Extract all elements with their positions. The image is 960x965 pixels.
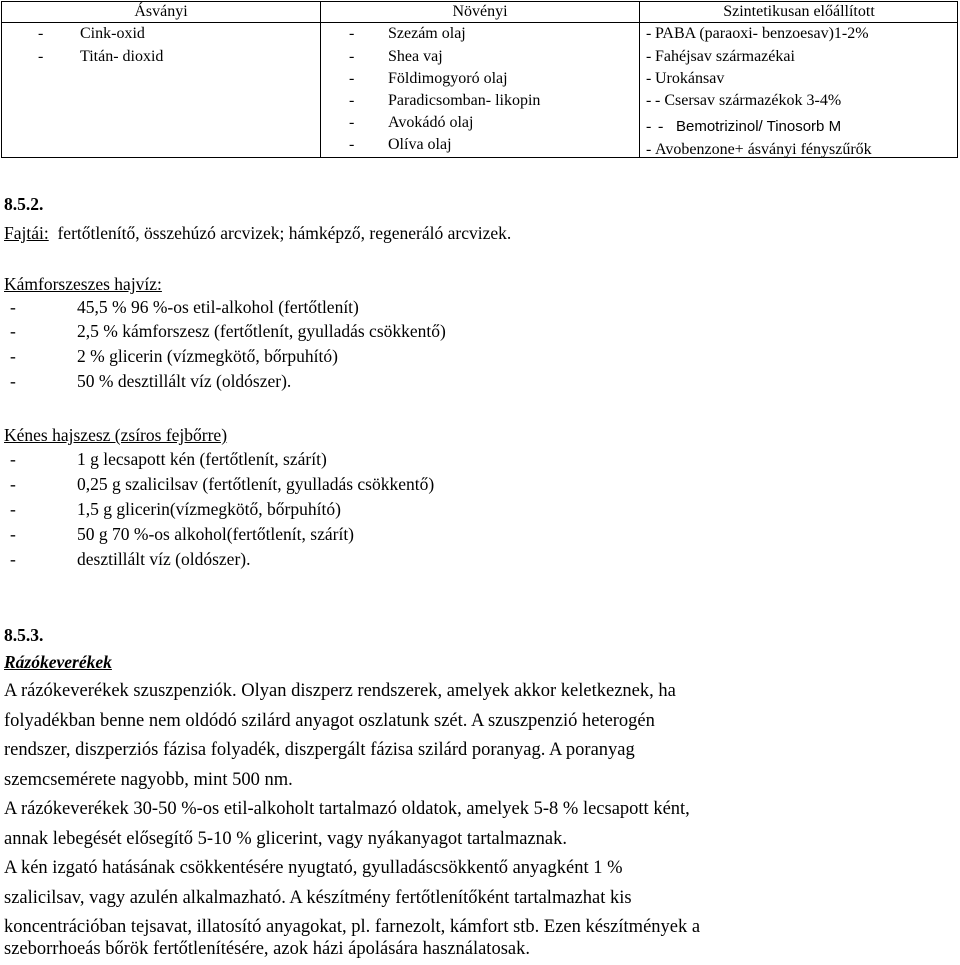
header-mineral: Ásványi [134, 3, 188, 20]
sunscreen-table: Ásványi Növényi Szintetikusan előállított - Cink-oxid - Titán- dioxid - Szezám olaj - Shea vaj - Földimogyoró olaj - Paradicsomban- likopin - Avokádó olaj - Olíva olaj - PABA (paraoxi- benzoesav)1-2% - Fahéjsav származékai - Urokánsav - - Csersav származékok 3-4% - - Bemotrizinol/ Tinosorb M - Avobenzone+ ásványi fényszűrők [1, 1, 958, 158]
header-plant: Növényi [452, 3, 508, 20]
para-line: A rázókeverékek szuszpenziók. Olyan diszperz rendszerek, amelyek akkor keletkeznek, ha [4, 681, 676, 701]
para-line: annak lebegését elősegítő 5-10 % glicerint, vagy nyákanyagot tartalmaznak. [4, 829, 568, 849]
camphor-title: Kámforszeszes hajvíz: [4, 274, 162, 294]
para-line: folyadékban benne nem oldódó szilárd anyagot oszlatunk szét. A szuszpenzió heterogén [4, 711, 655, 731]
para-line: szalicilsav, vagy azulén alkalmazható. A készítmény fertőtlenítőként tartalmazhat kis [4, 888, 632, 908]
subheading-shake-mixtures: Rázókeverékek [4, 652, 112, 672]
para-line: szeborrhoeás bőrök fertőtlenítésére, azok házi ápolására használatosak. [4, 939, 530, 959]
types-line [4, 222, 511, 244]
column-divider [639, 2, 640, 157]
para-line: rendszer, diszperziós fázisa folyadék, diszpergált fázisa szilárd poranyag. A poranyag [4, 740, 635, 760]
para-line: A kén izgató hatásának csökkentésére nyugtató, gyulladáscsökkentő anyagként 1 % [4, 858, 623, 878]
header-synthetic: Szintetikusan előállított [723, 3, 875, 20]
para-line: koncentrációban tejsavat, illatosító anyagokat, pl. farnezolt, kámfort stb. Ezen készítmények a [4, 917, 701, 937]
section-heading-853: 8.5.3. [4, 625, 44, 645]
para-line: szemcsemérete nagyobb, mint 500 nm. [4, 770, 293, 790]
types-text: fertőtlenítő, összehúzó arcvizek; hámképző, regeneráló arcvizek. [57, 223, 512, 243]
column-divider [320, 2, 321, 157]
sulfur-title: Kénes hajszesz (zsíros fejbőrre) [4, 425, 228, 445]
table-header-row [2, 2, 957, 23]
para-line: A rázókeverékek 30-50 %-os etil-alkoholt tartalmazó oldatok, amelyek 5-8 % lecsapott ként, [4, 799, 690, 819]
types-label: Fajtái: [4, 223, 49, 243]
section-heading-852: 8.5.2. [4, 194, 44, 214]
